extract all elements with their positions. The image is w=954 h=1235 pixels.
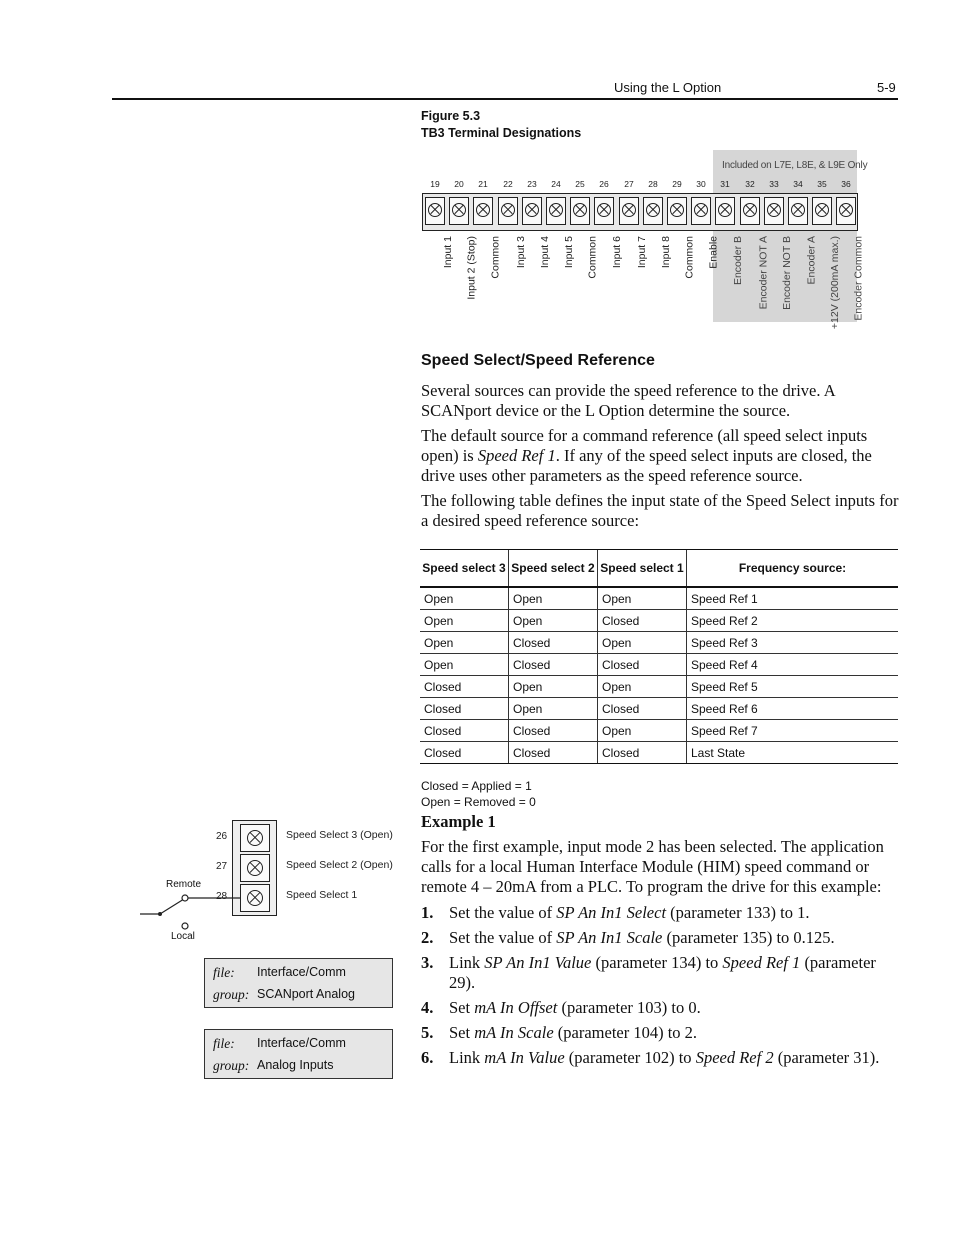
terminal-label-cell — [786, 236, 817, 316]
terminal-number: 19 — [430, 179, 440, 189]
terminal-screw — [498, 197, 518, 225]
step-text-part: (parameter 29). — [449, 953, 876, 992]
table-cell: Closed — [509, 632, 598, 654]
side-terminal-label: Speed Select 2 (Open) — [286, 859, 393, 871]
step-text-part: (parameter 133) to 1. — [666, 903, 810, 922]
terminal-label: Input 4 — [539, 236, 551, 269]
step-number: 5. — [421, 1023, 434, 1042]
table-cell: Closed — [420, 698, 509, 720]
parameter-name: Speed Ref 2 — [695, 1048, 774, 1067]
group-value: SCANport Analog — [257, 987, 355, 1001]
terminal-screw — [522, 197, 542, 225]
table-cell: Open — [598, 676, 687, 698]
table-cell: Speed Ref 7 — [687, 720, 899, 742]
file-value: Interface/Comm — [257, 965, 346, 979]
terminal-number: 20 — [454, 179, 464, 189]
table-row — [420, 632, 898, 654]
terminal-label: Input 3 — [515, 236, 527, 269]
step-text-part: (parameter 135) to 0.125. — [662, 928, 835, 947]
example-intro: For the first example, input mode 2 has been selected. The application calls for a local Human Interface Module (HIM) speed command or remote 4 – 20mA from a PLC. To program the drive for this example: — [421, 837, 884, 896]
table-cell: Open — [598, 720, 687, 742]
terminal-screw — [740, 197, 760, 225]
file-key: file: — [213, 1036, 235, 1051]
terminal-label-cell — [762, 236, 793, 316]
terminal-screw — [667, 197, 687, 225]
terminal-label: Encoder B — [732, 236, 744, 286]
table-cell: Speed Ref 3 — [687, 632, 899, 654]
terminal-label: Input 1 — [442, 236, 454, 269]
table-cell: Open — [509, 676, 598, 698]
step-text-part: (parameter 31). — [773, 1048, 880, 1067]
table-row — [420, 720, 898, 742]
table-cell: Closed — [420, 676, 509, 698]
table-legend-closed: Closed = Applied = 1 — [421, 779, 532, 793]
step-text-part: (parameter 134) to — [591, 953, 723, 972]
terminal-label: Common — [587, 236, 599, 279]
table-cell: Speed Ref 2 — [687, 610, 899, 632]
table-cell: Open — [598, 587, 687, 610]
step-number: 6. — [421, 1048, 434, 1067]
terminal-number: 31 — [720, 179, 730, 189]
step-text-part: Set the value of — [449, 903, 557, 922]
table-cell: Closed — [598, 698, 687, 720]
table-cell: Open — [509, 587, 598, 610]
terminal-screw — [546, 197, 566, 225]
step-text-part: (parameter 102) to — [564, 1048, 696, 1067]
terminal-label-cell — [544, 236, 575, 316]
terminal-label-cell — [641, 236, 672, 316]
step-text — [449, 928, 901, 948]
terminal-screw — [836, 197, 856, 225]
parameter-name: mA In Offset — [474, 998, 558, 1017]
table-cell: Speed Ref 4 — [687, 654, 899, 676]
optional-terminals-note: Included on L7E, L8E, & L9E Only — [722, 160, 868, 171]
step-text-part: Link — [449, 1048, 485, 1067]
parameter-name: SP An In1 Select — [556, 903, 667, 922]
paragraph-table-intro: The following table defines the input state of the Speed Select inputs for a desired speed reference source: — [421, 491, 899, 530]
terminal-label-cell — [592, 236, 623, 316]
terminal-screw — [473, 197, 493, 225]
terminal-label: Input 7 — [636, 236, 648, 269]
terminal-label-cell — [738, 236, 769, 316]
group-key: group: — [213, 1058, 250, 1073]
speed-select-table — [420, 549, 898, 764]
step-number: 3. — [421, 953, 434, 972]
terminal-label: Encoder A — [805, 236, 817, 285]
step-text-part: Set — [449, 998, 475, 1017]
paragraph-text: The default source for a command reference (all speed select inputs open) is — [421, 426, 868, 465]
step-text — [449, 1048, 901, 1068]
terminal-label-cell — [496, 236, 527, 316]
table-row — [420, 698, 898, 720]
switch-local-label: Local — [171, 931, 195, 942]
terminal-number: 29 — [672, 179, 682, 189]
step-text-part: (parameter 103) to 0. — [557, 998, 701, 1017]
page-number: 5-9 — [877, 80, 896, 95]
parameter-reference-box — [204, 958, 393, 1008]
terminal-label: Encoder NOT B — [781, 236, 793, 310]
terminal-label: Input 6 — [611, 236, 623, 269]
column-header: Frequency source: — [687, 550, 899, 588]
terminal-number: 35 — [817, 179, 827, 189]
example-heading: Example 1 — [421, 812, 496, 831]
terminal-number: 26 — [599, 179, 609, 189]
table-cell: Closed — [598, 742, 687, 764]
parameter-name: mA In Value — [484, 1048, 565, 1067]
table-cell: Speed Ref 6 — [687, 698, 899, 720]
table-row — [420, 610, 898, 632]
figure-title: TB3 Terminal Designations — [421, 126, 582, 140]
table-body — [420, 587, 898, 764]
table-row — [420, 654, 898, 676]
terminal-screw — [788, 197, 808, 225]
terminal-label: Enable — [708, 236, 720, 269]
table-cell: Open — [420, 654, 509, 676]
terminal-number: 22 — [503, 179, 513, 189]
side-terminal-label: Speed Select 3 (Open) — [286, 829, 393, 841]
step-number: 2. — [421, 928, 434, 947]
side-terminal-number: 27 — [216, 861, 228, 872]
terminal-label-cell — [665, 236, 696, 316]
file-key: file: — [213, 965, 235, 980]
step-number: 1. — [421, 903, 434, 922]
terminal-screw — [764, 197, 784, 225]
paragraph-default-source — [421, 426, 899, 486]
step-text — [449, 998, 901, 1018]
terminal-number: 36 — [841, 179, 851, 189]
side-terminal-label: Speed Select 1 — [286, 889, 358, 901]
terminal-screw — [812, 197, 832, 225]
column-header: Speed select 2 — [509, 550, 598, 588]
column-header: Speed select 1 — [598, 550, 687, 588]
group-value: Analog Inputs — [257, 1058, 334, 1072]
terminal-screw — [570, 197, 590, 225]
terminal-number: 23 — [527, 179, 537, 189]
table-cell: Open — [420, 610, 509, 632]
table-cell: Closed — [598, 610, 687, 632]
parameter-name: SP An In1 Scale — [556, 928, 663, 947]
paragraph-text: . If any of the speed select inputs are closed, the drive uses other parameters as the speed reference source. — [421, 446, 872, 485]
figure-number: Figure 5.3 — [421, 109, 481, 123]
table-cell: Speed Ref 1 — [687, 587, 899, 610]
running-header-title: Using the L Option — [614, 80, 722, 95]
terminal-label-cell — [471, 236, 502, 316]
terminal-screw — [691, 197, 711, 225]
header-rule — [112, 98, 898, 100]
terminal-number: 30 — [696, 179, 706, 189]
table-row — [420, 676, 898, 698]
terminal-number: 34 — [793, 179, 803, 189]
terminal-number: 28 — [648, 179, 658, 189]
step-text — [449, 953, 901, 993]
table-cell: Open — [420, 632, 509, 654]
column-header: Speed select 3 — [420, 550, 509, 588]
table-cell: Closed — [420, 720, 509, 742]
side-terminal-number: 26 — [216, 831, 228, 842]
parameter-name: Speed Ref 1 — [477, 446, 556, 465]
paragraph-sources: Several sources can provide the speed reference to the drive. A SCANport device or the L Option determine the source. — [421, 381, 835, 420]
terminal-label: Encoder Common — [853, 236, 865, 321]
terminal-screw — [594, 197, 614, 225]
table-row — [420, 742, 898, 764]
remote-contact — [182, 895, 188, 901]
terminal-label-cell — [568, 236, 599, 316]
table-header-row — [420, 550, 898, 588]
terminal-label: Input 8 — [660, 236, 672, 269]
terminal-number: 25 — [575, 179, 585, 189]
terminal-screw — [449, 197, 469, 225]
terminal-screw — [425, 197, 445, 225]
terminal-label-cell — [689, 236, 720, 316]
switch-blade — [160, 899, 184, 914]
terminal-number: 33 — [769, 179, 779, 189]
terminal-label: Common — [684, 236, 696, 279]
terminal-label-cell — [447, 236, 478, 316]
table-cell: Open — [598, 632, 687, 654]
terminal-label: Encoder NOT A — [757, 236, 769, 310]
terminal-label-cell — [423, 236, 454, 316]
terminal-number: 24 — [551, 179, 561, 189]
terminal-label: Input 2 (Stop) — [466, 236, 478, 300]
table-cell: Closed — [598, 654, 687, 676]
parameter-name: Speed Ref 1 — [722, 953, 801, 972]
step-text-part: Link — [449, 953, 485, 972]
parameter-name: SP An In1 Value — [484, 953, 592, 972]
terminal-screw — [715, 197, 735, 225]
side-terminal-screw — [240, 824, 270, 852]
terminal-label: Common — [490, 236, 502, 279]
terminal-label-cell — [713, 236, 744, 316]
table-row — [420, 587, 898, 610]
terminal-label-cell — [810, 236, 841, 330]
step-number: 4. — [421, 998, 434, 1017]
step-text — [449, 903, 901, 923]
step-text-part: Set the value of — [449, 928, 557, 947]
step-text-part: (parameter 104) to 2. — [553, 1023, 698, 1042]
file-value: Interface/Comm — [257, 1036, 346, 1050]
terminal-screw — [619, 197, 639, 225]
table-cell: Closed — [509, 654, 598, 676]
terminal-screw — [643, 197, 663, 225]
table-legend-open: Open = Removed = 0 — [421, 795, 536, 809]
table-cell: Closed — [509, 720, 598, 742]
terminal-number: 32 — [745, 179, 755, 189]
terminal-label-cell — [520, 236, 551, 316]
table-cell: Closed — [509, 742, 598, 764]
local-contact — [182, 923, 188, 929]
table-cell: Open — [509, 698, 598, 720]
parameter-name: mA In Scale — [474, 1023, 554, 1042]
table-cell: Open — [509, 610, 598, 632]
group-key: group: — [213, 987, 250, 1002]
switch-remote-label: Remote — [166, 879, 202, 890]
side-terminal-number: 28 — [216, 891, 228, 902]
parameter-reference-box — [204, 1029, 393, 1079]
terminal-label: Input 5 — [563, 236, 575, 269]
terminal-label: +12V (200mA max.) — [829, 236, 841, 330]
terminal-number: 21 — [478, 179, 488, 189]
step-text — [449, 1023, 901, 1043]
table-cell: Closed — [420, 742, 509, 764]
terminal-label-cell — [617, 236, 648, 316]
step-text-part: Set — [449, 1023, 475, 1042]
section-heading: Speed Select/Speed Reference — [421, 352, 655, 369]
terminal-number: 27 — [624, 179, 634, 189]
table-cell: Speed Ref 5 — [687, 676, 899, 698]
table-cell: Open — [420, 587, 509, 610]
table-cell: Last State — [687, 742, 899, 764]
